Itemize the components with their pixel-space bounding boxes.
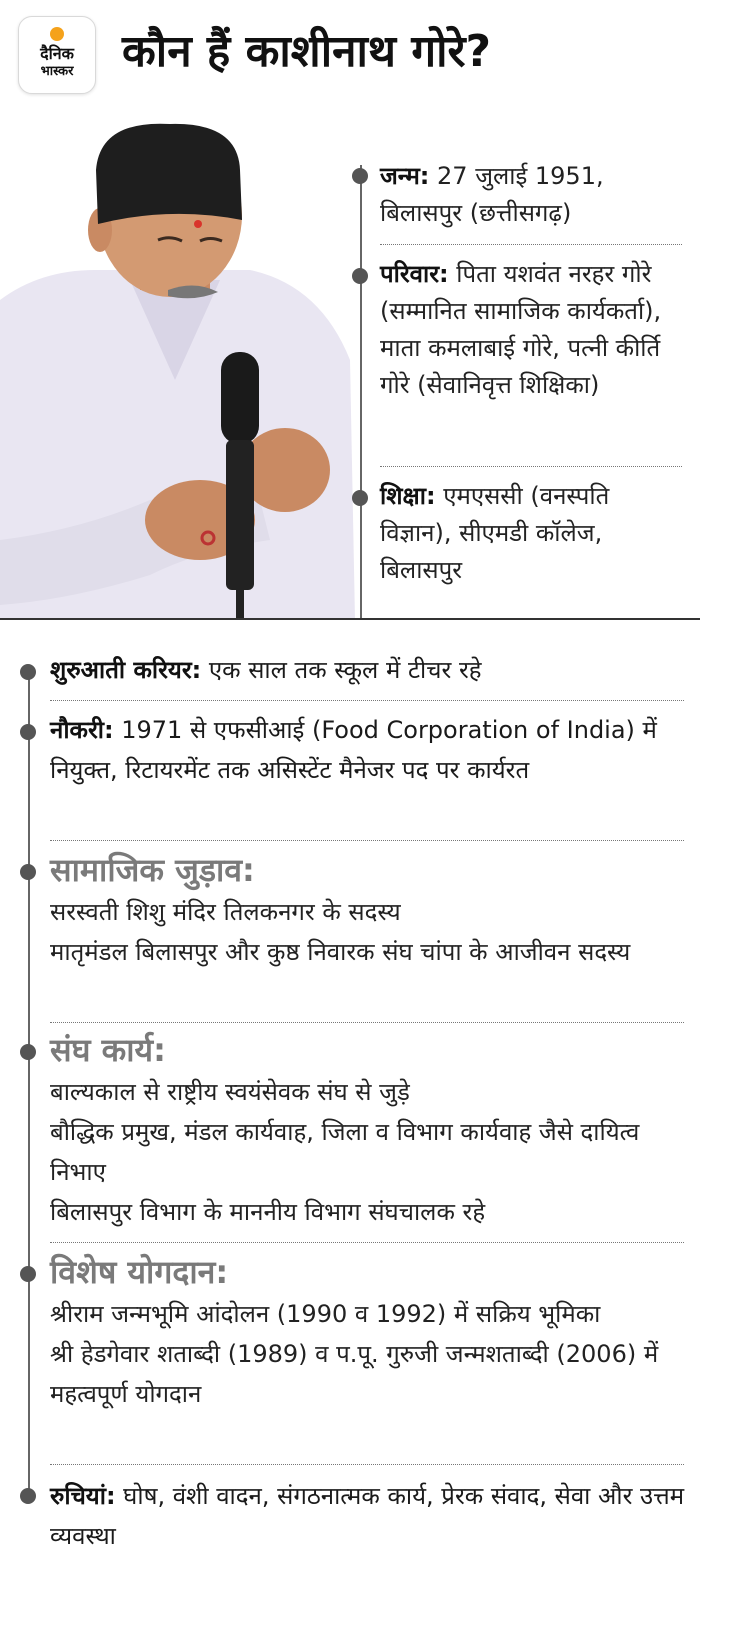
bullet-dot xyxy=(20,724,36,740)
education-value: एमएससी (वनस्पति विज्ञान), सीएमडी कॉलेज, बिलासपुर xyxy=(380,482,610,584)
birth-label: जन्म: xyxy=(380,162,430,190)
contribution-line: श्री हेडगेवार शताब्दी (1989) व प.पू. गुरुजी जन्मशताब्दी (2006) में महत्वपूर्ण योगदान xyxy=(50,1340,659,1408)
divider xyxy=(380,466,682,467)
sun-dot-icon xyxy=(50,27,64,41)
birth-value: 27 जुलाई 1951, बिलासपुर (छत्तीसगढ़) xyxy=(380,162,604,227)
logo-line1: दैनिक xyxy=(40,44,74,63)
divider xyxy=(50,700,684,701)
bullet-dot xyxy=(20,1044,36,1060)
logo-line2: भास्कर xyxy=(40,64,74,79)
dainik-bhaskar-logo xyxy=(18,16,96,94)
contribution-line: श्रीराम जन्मभूमि आंदोलन (1990 व 1992) में सक्रिय भूमिका xyxy=(50,1300,601,1328)
bullet-dot xyxy=(352,168,368,184)
portrait-photo xyxy=(0,120,360,620)
header xyxy=(0,0,730,110)
family-label: परिवार: xyxy=(380,260,449,288)
job xyxy=(50,710,690,790)
social-line: सरस्वती शिशु मंदिर तिलकनगर के सदस्य xyxy=(50,898,401,926)
job-value: 1971 से एफसीआई (Food Corporation of India) में नियुक्त, रिटायरमेंट तक असिस्टेंट मैनेजर पद पर कार्यरत xyxy=(50,716,657,784)
sangh-line: बिलासपुर विभाग के माननीय विभाग संघचालक रहे xyxy=(50,1198,486,1226)
timeline-line-top xyxy=(360,165,362,618)
timeline-line-bottom xyxy=(28,668,30,1498)
job-label: नौकरी: xyxy=(50,716,114,744)
interests-value: घोष, वंशी वादन, संगठनात्मक कार्य, प्रेरक संवाद, सेवा और उत्तम व्यवस्था xyxy=(50,1482,685,1550)
divider xyxy=(380,244,682,245)
sangh-line: बौद्धिक प्रमुख, मंडल कार्यवाह, जिला व विभाग कार्यवाह जैसे दायित्व निभाए xyxy=(50,1118,640,1186)
sangh-line: बाल्यकाल से राष्ट्रीय स्वयंसेवक संघ से जुड़े xyxy=(50,1078,410,1106)
bullet-dot xyxy=(20,664,36,680)
social-line: मातृमंडल बिलासपुर और कुष्ठ निवारक संघ चांपा के आजीवन सदस्य xyxy=(50,938,631,966)
divider xyxy=(50,1464,684,1465)
bullet-dot xyxy=(20,1488,36,1504)
social-engagement xyxy=(50,848,690,972)
interests-label: रुचियां: xyxy=(50,1482,116,1510)
early-career xyxy=(50,650,690,690)
bio-family xyxy=(380,256,685,404)
bullet-dot xyxy=(352,268,368,284)
divider xyxy=(50,1242,684,1243)
bullet-dot xyxy=(352,490,368,506)
early-career-value: एक साल तक स्कूल में टीचर रहे xyxy=(201,656,482,684)
family-value: पिता यशवंत नरहर गोरे (सम्मानित सामाजिक कार्यकर्ता), माता कमलाबाई गोरे, पत्नी कीर्ति गोरे (सेवानिवृत्त शिक्षिका) xyxy=(380,260,662,399)
divider xyxy=(50,1022,684,1023)
bullet-dot xyxy=(20,1266,36,1282)
bullet-dot xyxy=(20,864,36,880)
sangh-work xyxy=(50,1028,690,1232)
section-divider xyxy=(0,618,700,620)
early-career-label: शुरुआती करियर: xyxy=(50,656,202,684)
education-label: शिक्षा: xyxy=(380,482,436,510)
bio-education xyxy=(380,478,685,589)
contribution-heading: विशेष योगदान: xyxy=(50,1253,229,1291)
sangh-heading: संघ कार्य: xyxy=(50,1031,166,1069)
page-title: कौन हैं काशीनाथ गोरे? xyxy=(122,26,492,77)
social-heading: सामाजिक जुड़ाव: xyxy=(50,851,255,889)
special-contribution xyxy=(50,1250,690,1414)
interests xyxy=(50,1476,690,1556)
bio-birth xyxy=(380,158,685,232)
divider xyxy=(50,840,684,841)
